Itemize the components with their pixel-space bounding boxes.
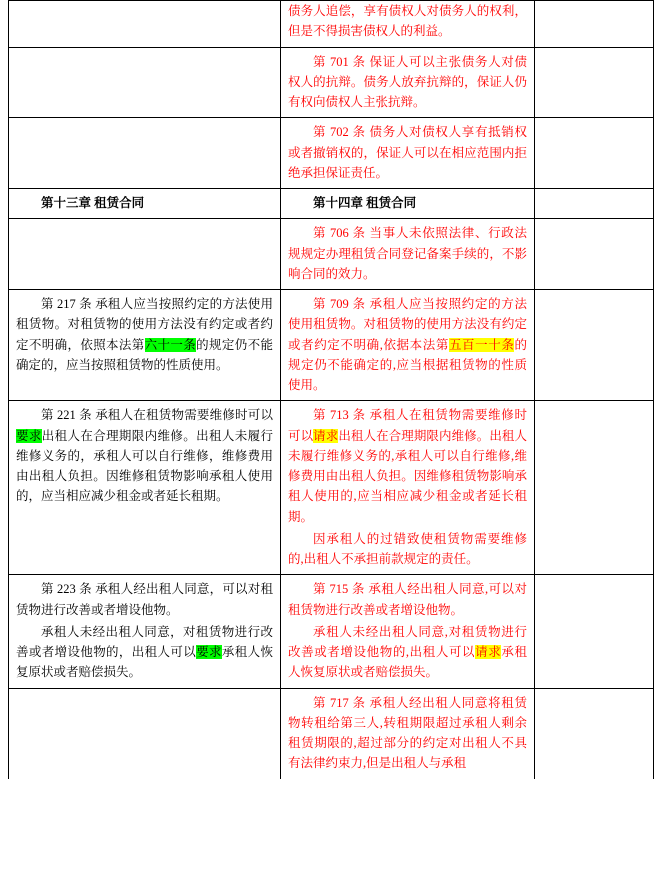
table-body (9, 1, 654, 779)
law-paragraph-rich: 承租人未经出租人同意，对租赁物进行改善或者增设他物的，出租人可以要求承租人恢复原状或者赔偿损失。 (16, 624, 273, 680)
cell-new-law (281, 290, 535, 401)
cell-new-law (281, 47, 535, 118)
cell-new-law (281, 401, 535, 575)
chapter-heading-old: 第十三章 租赁合同 (41, 196, 145, 210)
law-paragraph-extra: 因承租人的过错致使租赁物需要维修的,出租人不承担前款规定的责任。 (288, 531, 527, 566)
table-row (9, 118, 654, 189)
cell-notes (535, 575, 654, 688)
table-row (9, 47, 654, 118)
cell-old-law (9, 401, 281, 575)
law-paragraph-rich: 第 713 条 承租人在租赁物需要维修时可以请求出租人在合理期限内维修。出租人未履行维修义务的,承租人可以自行维修,维修费用由出租人负担。因维修租赁物影响承租人使用的,应当相应减少租金或者延长租期。 (288, 408, 527, 524)
law-paragraph-rich: 第 223 条 承租人经出租人同意，可以对租赁物进行改善或者增设他物。 (16, 582, 273, 617)
table-row (9, 575, 654, 688)
cell-notes (535, 688, 654, 779)
cell-new-law (281, 575, 535, 688)
table-row (9, 401, 654, 575)
law-paragraph-rich: 第 715 条 承租人经出租人同意,可以对租赁物进行改善或者增设他物。 (288, 582, 527, 617)
table-row (9, 1, 654, 48)
law-paragraph: 债务人追偿，享有债权人对债务人的权利，但是不得损害债权人的利益。 (288, 4, 527, 39)
cell-old-law (9, 219, 281, 290)
law-paragraph-rich: 承租人未经出租人同意,对租赁物进行改善或者增设他物的,出租人可以请求承租人恢复原状或者赔偿损失。 (288, 624, 527, 680)
cell-notes (535, 1, 654, 48)
law-paragraph-rich: 第 709 条 承租人应当按照约定的方法使用租赁物。对租赁物的使用方法没有约定或者约定不明确,依据本法第五百一十条的规定仍不能确定的,应当根据租赁物的性质使用。 (288, 297, 527, 392)
law-paragraph-rich: 第 217 条 承租人应当按照约定的方法使用租赁物。对租赁物的使用方法没有约定或者约定不明确，依照本法第六十一条的规定仍不能确定的，应当按照租赁物的性质使用。 (16, 297, 273, 372)
cell-notes (535, 47, 654, 118)
cell-new-law (281, 688, 535, 779)
law-paragraph-rich: 第 221 条 承租人在租赁物需要维修时可以要求出租人在合理期限内维修。出租人未履行维修义务的，承租人可以自行维修，维修费用由出租人负担。因维修租赁物影响承租人使用的，应当相应减少租金或者延长租期。 (16, 408, 273, 504)
comparison-table (8, 0, 654, 779)
cell-old-law (9, 47, 281, 118)
table-row (9, 290, 654, 401)
cell-notes (535, 118, 654, 189)
cell-new-law (281, 118, 535, 189)
cell-notes (535, 189, 654, 219)
chapter-heading-new: 第十四章 租赁合同 (313, 196, 417, 210)
cell-old-law (9, 118, 281, 189)
cell-new-law (281, 1, 535, 48)
cell-old-law (9, 1, 281, 48)
table-row-chapter (9, 189, 654, 219)
law-paragraph: 第 717 条 承租人经出租人同意将租赁物转租给第三人,转租期限超过承租人剩余租赁期限的,超过部分的约定对出租人不具有法律约束力,但是出租人与承租 (288, 695, 527, 771)
law-paragraph: 第 701 条 保证人可以主张债务人对债权人的抗辩。债务人放弃抗辩的，保证人仍有权向债权人主张抗辩。 (288, 54, 527, 109)
table-row (9, 688, 654, 779)
cell-old-law (9, 688, 281, 779)
law-paragraph: 第 706 条 当事人未依照法律、行政法规规定办理租赁合同登记备案手续的，不影响合同的效力。 (288, 226, 527, 281)
table-row (9, 219, 654, 290)
law-paragraph: 第 702 条 债务人对债权人享有抵销权或者撤销权的，保证人可以在相应范围内拒绝承担保证责任。 (288, 125, 527, 180)
cell-old-law (9, 575, 281, 688)
cell-old-chapter (9, 189, 281, 219)
cell-new-law (281, 219, 535, 290)
cell-notes (535, 401, 654, 575)
cell-new-chapter (281, 189, 535, 219)
cell-old-law (9, 290, 281, 401)
cell-notes (535, 290, 654, 401)
cell-notes (535, 219, 654, 290)
